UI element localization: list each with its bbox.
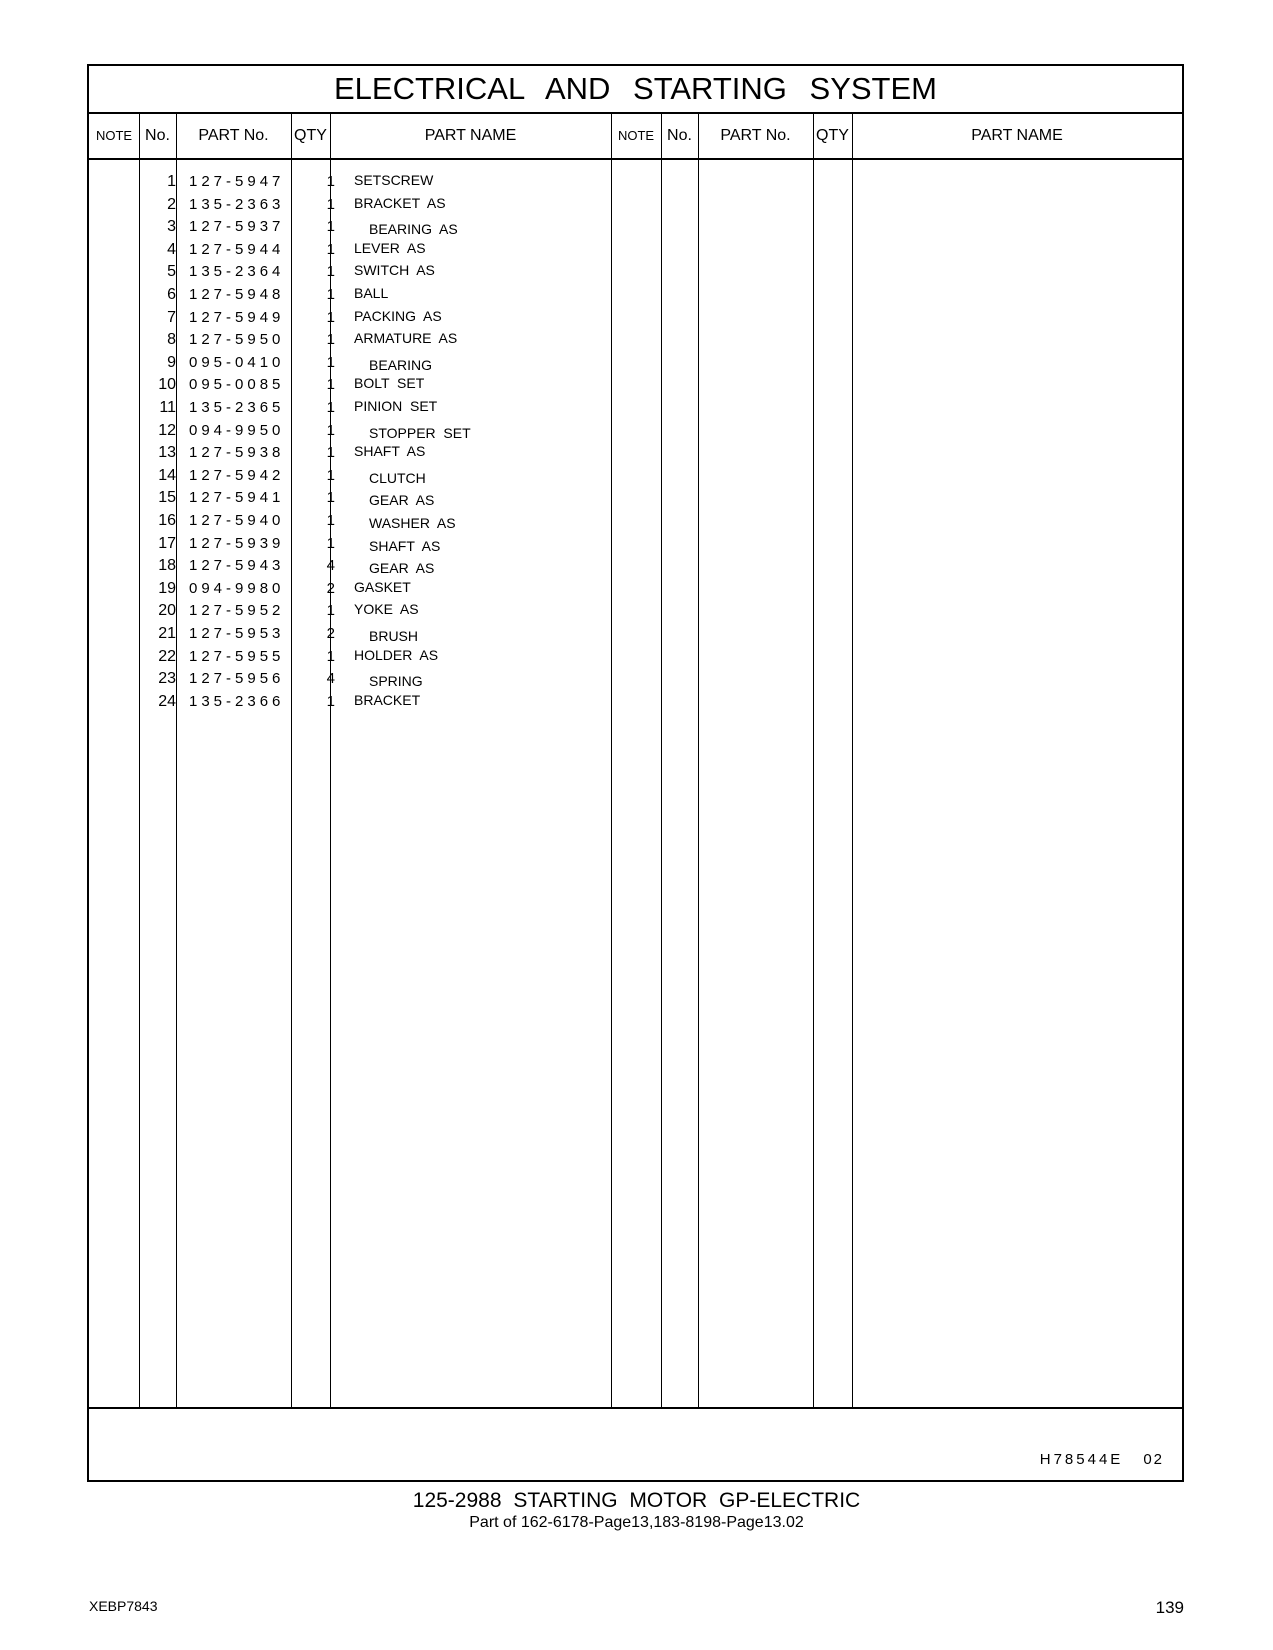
part-number-index: 23: [158, 670, 176, 688]
header-note-right: NOTE: [617, 128, 655, 143]
table-row: [89, 645, 1182, 668]
part-number: 127-5955: [189, 647, 285, 665]
illustration-revision: 02: [1143, 1451, 1164, 1468]
part-number-index: 17: [158, 534, 176, 552]
part-number-index: 7: [167, 308, 176, 326]
part-name: GEAR AS: [369, 492, 435, 509]
part-number: 127-5939: [189, 534, 285, 552]
part-number-index: 6: [167, 286, 176, 303]
part-name: BRACKET: [354, 691, 421, 708]
part-number: 135-2365: [189, 399, 285, 416]
part-name: LEVER AS: [354, 239, 426, 256]
part-number: 094-9980: [189, 579, 285, 597]
part-quantity: 1: [326, 286, 335, 303]
part-number-index: 18: [158, 557, 176, 575]
part-number: 127-5956: [189, 670, 285, 688]
part-name: WASHER AS: [369, 515, 456, 531]
part-number-index: 12: [158, 421, 176, 439]
part-number-index: 11: [159, 399, 176, 416]
table-row: [89, 419, 1182, 442]
part-quantity: 1: [326, 489, 335, 507]
part-number: 135-2364: [189, 263, 285, 281]
part-number-index: 15: [158, 489, 176, 507]
document-id: XEBP7843: [89, 1598, 158, 1614]
part-quantity: 1: [326, 240, 335, 258]
part-number: 127-5952: [189, 602, 285, 620]
part-number: 127-5944: [189, 240, 285, 258]
table-row: [89, 622, 1182, 645]
part-name: PACKING AS: [354, 307, 442, 324]
header-part-name-right: PART NAME: [971, 127, 1063, 144]
part-number: 127-5948: [189, 286, 285, 303]
table-header-row: [89, 114, 1182, 160]
part-name: BEARING AS: [369, 221, 458, 238]
part-name: SHAFT AS: [369, 537, 441, 554]
part-number-index: 14: [158, 466, 176, 484]
part-number: 095-0410: [189, 353, 285, 371]
part-name: SETSCREW: [354, 172, 434, 188]
table-row: [89, 260, 1182, 283]
part-number: 127-5940: [189, 512, 285, 529]
group-caption: [0, 1488, 1273, 1532]
part-quantity: 1: [326, 173, 335, 190]
table-row: [89, 667, 1182, 690]
part-number-index: 16: [158, 512, 176, 529]
group-subtitle: Part of 162-6178-Page13,183-8198-Page13.02: [469, 1514, 804, 1531]
part-name: BOLT SET: [354, 375, 425, 392]
table-row: [89, 193, 1182, 216]
table-row: [89, 283, 1182, 306]
table-row: [89, 486, 1182, 509]
part-number: 095-0085: [189, 376, 285, 394]
table-row: [89, 464, 1182, 487]
table-row: [89, 690, 1182, 713]
part-name: ARMATURE AS: [354, 330, 458, 347]
group-title: 125-2988 STARTING MOTOR GP-ELECTRIC: [412, 1489, 861, 1512]
part-quantity: 1: [326, 353, 335, 371]
header-no-left: No.: [145, 127, 170, 144]
part-name: CLUTCH: [369, 469, 426, 486]
part-quantity: 1: [326, 421, 335, 439]
table-row: [89, 396, 1182, 419]
part-name: STOPPER SET: [369, 424, 471, 441]
part-quantity: 1: [326, 376, 335, 394]
parts-table-frame: [87, 64, 1184, 1482]
part-quantity: 2: [326, 579, 335, 597]
part-name: BRUSH: [369, 628, 419, 644]
part-number-index: 4: [167, 240, 176, 258]
header-note-left: NOTE: [95, 128, 133, 143]
part-number-index: 20: [158, 602, 176, 620]
part-number: 127-5937: [189, 218, 285, 236]
part-name: SPRING: [369, 673, 423, 690]
part-quantity: 1: [326, 602, 335, 620]
table-row: [89, 532, 1182, 555]
part-quantity: 1: [326, 444, 335, 462]
table-row: [89, 554, 1182, 577]
part-number: 135-2363: [189, 195, 285, 213]
part-number-index: 1: [167, 173, 176, 190]
page-number: 139: [1155, 1598, 1184, 1617]
table-row: [89, 215, 1182, 238]
header-qty-right: QTY: [816, 127, 849, 144]
part-number: 127-5941: [189, 489, 285, 507]
part-number: 127-5950: [189, 331, 285, 349]
part-number-index: 9: [167, 353, 176, 371]
part-quantity: 1: [326, 308, 335, 326]
part-quantity: 1: [326, 692, 335, 710]
part-number: 127-5953: [189, 625, 285, 642]
part-number-index: 13: [158, 444, 176, 462]
part-number-index: 10: [158, 376, 176, 394]
part-name: BRACKET AS: [354, 194, 446, 211]
part-number: 127-5949: [189, 308, 285, 326]
part-number-index: 21: [158, 625, 176, 642]
part-quantity: 1: [326, 195, 335, 213]
part-quantity: 4: [326, 557, 335, 575]
part-quantity: 4: [326, 670, 335, 688]
part-number-index: 5: [167, 263, 176, 281]
part-name: BALL: [354, 285, 389, 301]
part-name: GASKET: [354, 578, 411, 595]
part-number: 094-9950: [189, 421, 285, 439]
part-number-index: 24: [158, 692, 176, 710]
table-row: [89, 351, 1182, 374]
part-number: 127-5942: [189, 466, 285, 484]
part-name: SHAFT AS: [354, 443, 426, 460]
part-number-index: 22: [158, 647, 176, 665]
header-part-name-left: PART NAME: [424, 127, 517, 144]
header-part-no-right: PART No.: [720, 127, 791, 144]
table-bottom-divider: [89, 1407, 1182, 1409]
part-number-index: 2: [167, 195, 176, 213]
table-row: [89, 306, 1182, 329]
part-number: 127-5938: [189, 444, 285, 462]
table-row: [89, 373, 1182, 396]
header-part-no-left: PART No.: [198, 127, 269, 144]
table-row: [89, 238, 1182, 261]
part-quantity: 1: [326, 218, 335, 236]
illustration-code: [1040, 1451, 1164, 1468]
part-quantity: 1: [326, 466, 335, 484]
part-number: 135-2366: [189, 692, 285, 710]
part-name: PINION SET: [354, 398, 438, 414]
header-qty-left: QTY: [294, 127, 327, 144]
part-name: YOKE AS: [354, 601, 419, 618]
illustration-code-text: H78544E: [1039, 1451, 1124, 1468]
part-quantity: 1: [326, 399, 335, 416]
part-number: 127-5943: [189, 557, 285, 575]
table-row: [89, 328, 1182, 351]
part-quantity: 1: [326, 534, 335, 552]
table-row: [89, 509, 1182, 532]
table-row: [89, 441, 1182, 464]
part-quantity: 1: [326, 263, 335, 281]
table-row: [89, 577, 1182, 600]
part-quantity: 1: [326, 512, 335, 529]
part-number-index: 19: [158, 579, 176, 597]
part-quantity: 1: [326, 331, 335, 349]
part-quantity: 1: [326, 647, 335, 665]
header-no-right: No.: [667, 127, 692, 144]
part-number-index: 3: [167, 218, 176, 236]
part-name: HOLDER AS: [354, 646, 439, 663]
table-row: [89, 170, 1182, 193]
part-number: 127-5947: [189, 173, 285, 190]
table-row: [89, 599, 1182, 622]
part-quantity: 2: [326, 625, 335, 642]
part-name: GEAR AS: [369, 560, 435, 577]
part-name: SWITCH AS: [354, 262, 435, 279]
part-name: BEARING: [369, 356, 433, 373]
section-title: ELECTRICAL AND STARTING SYSTEM: [89, 66, 1182, 114]
part-number-index: 8: [167, 331, 176, 349]
